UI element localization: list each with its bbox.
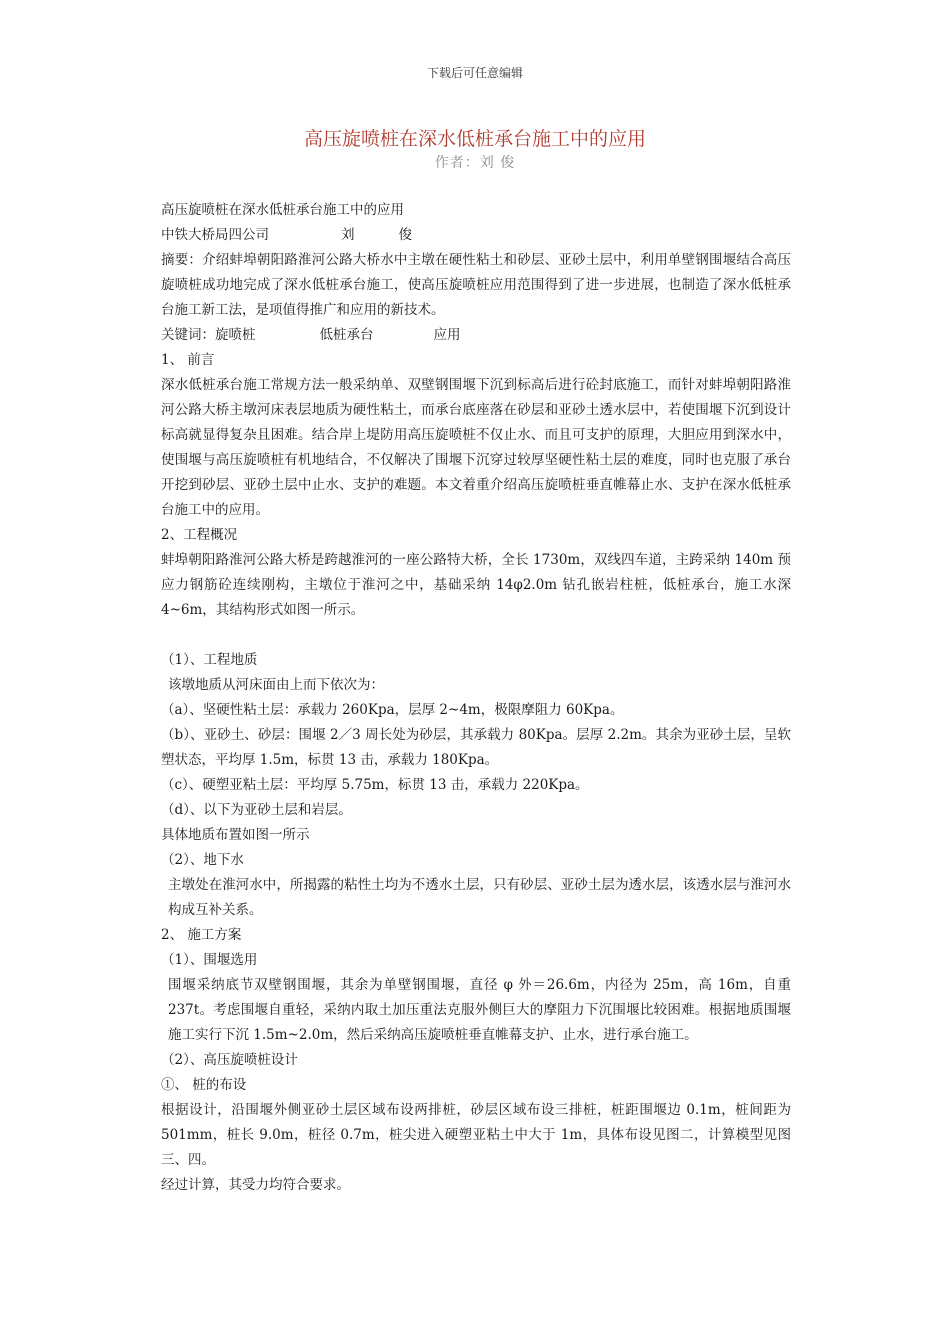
- subsection-heading: （1）、围堰选用: [161, 952, 258, 968]
- paragraph: 根据设计，沿围堰外侧亚砂土层区域布设两排桩，砂层区域布设三排桩，桩距围堰边 0.1m，桩间距为 501mm，桩长 9.0m，桩径 0.7m，桩尖进入硬塑亚粘土中大于 1m，具体布设见图二，计算模型见图三、四。: [161, 1102, 791, 1168]
- paragraph: 主墩处在淮河水中，所揭露的粘性土均为不透水土层，只有砂层、亚砂土层为透水层，该透水层与淮河水构成互补关系。: [168, 877, 791, 918]
- paragraph: 蚌埠朝阳路淮河公路大桥是跨越淮河的一座公路特大桥，全长 1730m，双线四车道，主跨采纳 140m 预应力钢筋砼连续刚构，主墩位于淮河之中，基础采纳 14φ2.0m 钻孔嵌岩柱桩，低桩承台，施工水深 4~6m，其结构形式如图一所示。: [161, 552, 791, 618]
- header-note: 下载后可任意编辑: [426, 66, 523, 80]
- paragraph: 具体地质布置如图一所示: [161, 827, 310, 843]
- abstract: 摘要：介绍蚌埠朝阳路淮河公路大桥水中主墩在硬性粘土和砂层、亚砂土层中，利用单壁钢围堰结合高压旋喷桩成功地完成了深水低桩承台施工，使高压旋喷桩应用范围得到了进一步进展，也制造了深水低桩承台施工新工法，是项值得推广和应用的新技术。: [161, 252, 791, 318]
- document-title: 高压旋喷桩在深水低桩承台施工中的应用: [303, 128, 646, 150]
- paragraph: 经过计算，其受力均符合要求。: [161, 1177, 350, 1193]
- document-author: 作者：刘 俊: [434, 155, 516, 171]
- list-item: （c）、硬塑亚粘土层：平均厚 5.75m，标贯 13 击，承载力 220Kpa。: [161, 777, 589, 793]
- keywords-line: [161, 323, 791, 348]
- author-family-name: 刘: [341, 227, 355, 243]
- section-heading: 2、工程概况: [161, 527, 238, 543]
- section-heading: 2、 施工方案: [161, 927, 242, 943]
- keywords-label: 关键词：旋喷桩: [161, 327, 256, 343]
- affiliation-line: [161, 223, 791, 248]
- paragraph: 该墩地质从河床面由上而下依次为：: [168, 677, 384, 693]
- article-subtitle: 高压旋喷桩在深水低桩承台施工中的应用: [161, 202, 404, 218]
- list-item: （d）、以下为亚砂土层和岩层。: [161, 802, 352, 818]
- blank-line: [161, 623, 791, 648]
- paragraph: 深水低桩承台施工常规方法一般采纳单、双壁钢围堰下沉到标高后进行砼封底施工，而针对蚌埠朝阳路淮河公路大桥主墩河床表层地质为硬性粘土，而承台底座落在砂层和亚砂土透水层中，若使围堰下沉到设计标高就显得复杂且困难。结合岸上堤防用高压旋喷桩不仅止水、而且可支护的原理，大胆应用到深水中，使围堰与高压旋喷桩有机地结合，不仅解决了围堰下沉穿过较厚坚硬性粘土层的难度，同时也克服了承台开挖到砂层、亚砂土层中止水、支护的难题。本文着重介绍高压旋喷桩垂直帷幕止水、支护在深水低桩承台施工中的应用。: [161, 377, 791, 518]
- author-given-name: 俊: [398, 227, 412, 243]
- subsection-heading: （1）、工程地质: [161, 652, 258, 668]
- affiliation: 中铁大桥局四公司: [161, 227, 269, 243]
- list-item: （b）、亚砂土、砂层：围堰 2／3 周长处为砂层，其承载力 80Kpa。层厚 2.2m。其余为亚砂土层，呈软塑状态，平均厚 1.5m，标贯 13 击，承载力 180Kpa。: [161, 727, 791, 768]
- subsection-heading: （2）、高压旋喷桩设计: [161, 1052, 298, 1068]
- paragraph: 围堰采纳底节双壁钢围堰，其余为单壁钢围堰，直径 φ 外＝26.6m，内径为 25m，高 16m，自重 237t。考虑围堰自重轻，采纳内取土加压重法克服外侧巨大的摩阻力下沉围堰比较困难。根据地质围堰施工实行下沉 1.5m~2.0m，然后采纳高压旋喷桩垂直帷幕支护、止水，进行承台施工。: [168, 977, 791, 1043]
- section-heading: 1、 前言: [161, 352, 215, 368]
- subsection-heading: ①、 桩的布设: [161, 1077, 247, 1093]
- keyword: 应用: [433, 327, 461, 343]
- subsection-heading: （2）、地下水: [161, 852, 244, 868]
- list-item: （a）、坚硬性粘土层：承载力 260Kpa，层厚 2~4m，极限摩阻力 60Kpa。: [161, 702, 624, 718]
- keyword: 低桩承台: [319, 327, 374, 343]
- document-body: [161, 198, 791, 1198]
